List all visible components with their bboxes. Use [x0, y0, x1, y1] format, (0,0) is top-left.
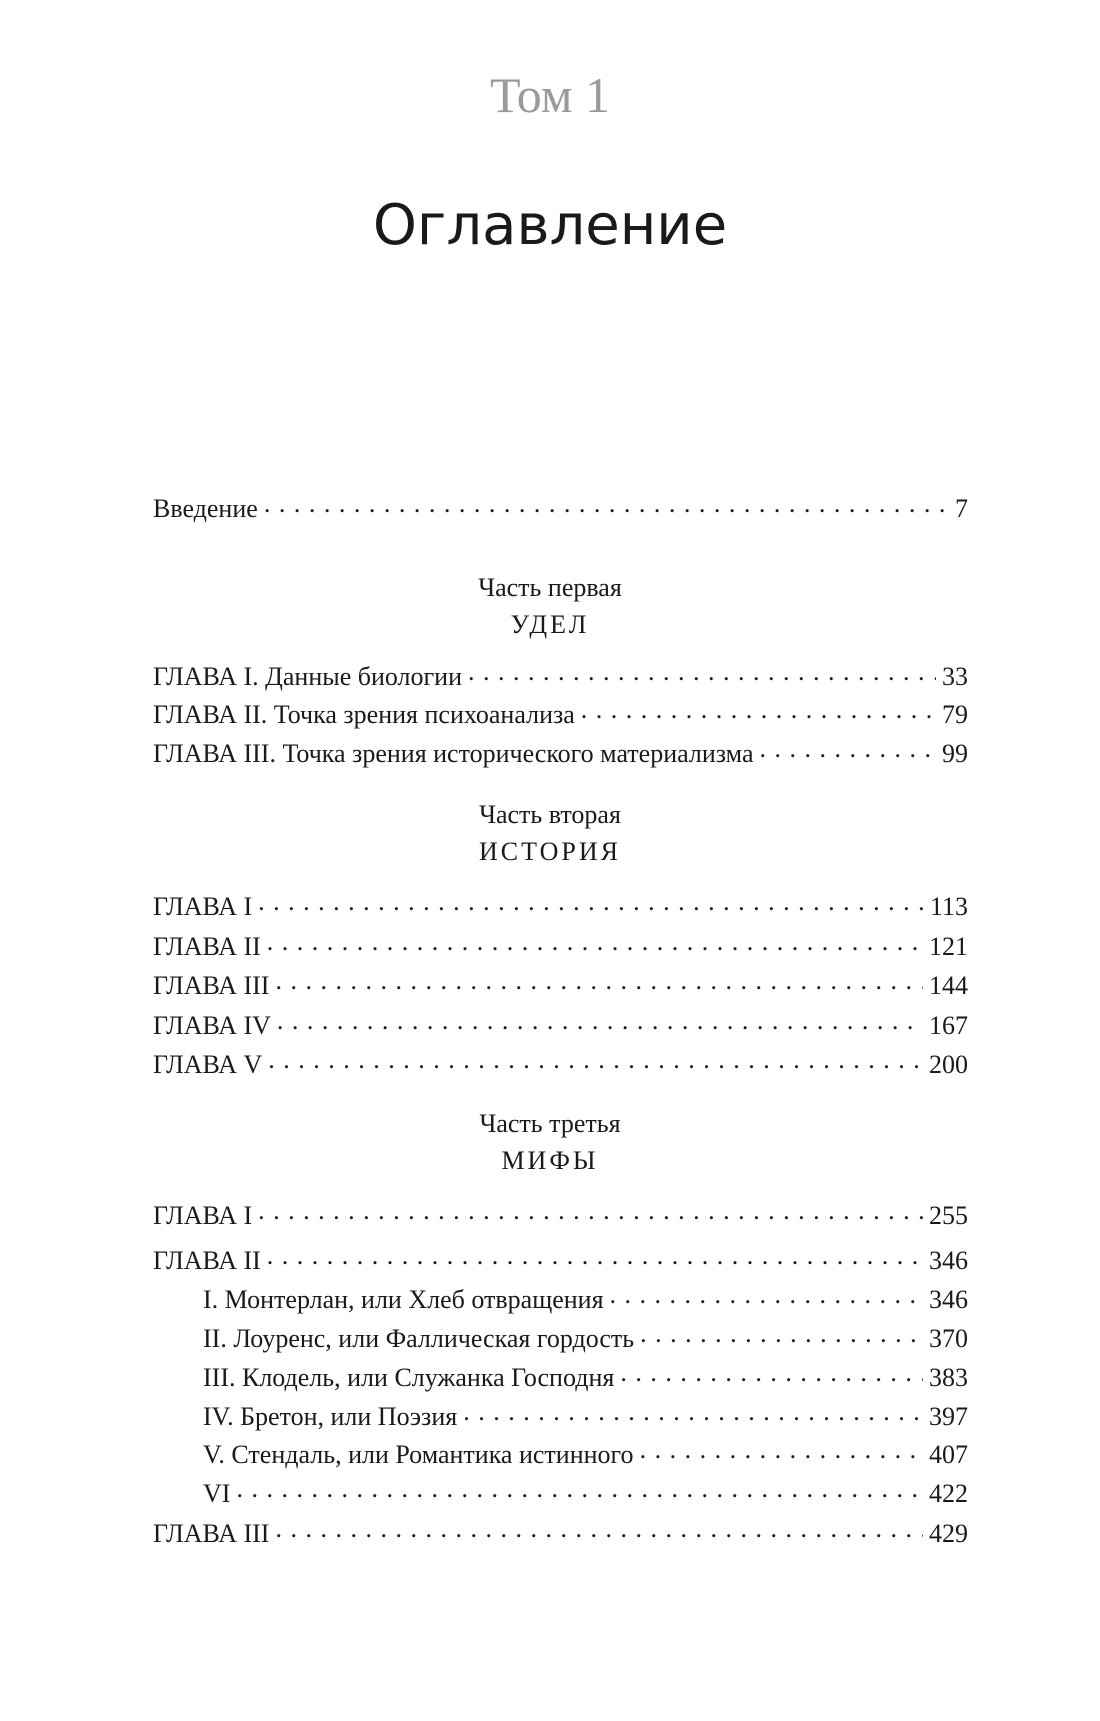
entry-page-number: 407 [929, 1440, 968, 1469]
entry-page-number: 255 [929, 1201, 968, 1230]
entry-page-number: 397 [929, 1402, 968, 1431]
dot-leader [468, 659, 936, 685]
dot-leader [267, 929, 923, 955]
toc-entry[interactable] [153, 736, 968, 767]
entry-label: IV. Бретон, или Поэзия [203, 1402, 458, 1431]
entry-label: ГЛАВА II [153, 1246, 261, 1275]
entry-label: ГЛАВА V [153, 1050, 263, 1079]
entry-label: II. Лоуренс, или Фаллическая гордость [203, 1324, 635, 1353]
entry-label: ГЛАВА IV [153, 1011, 271, 1040]
entry-page-number: 346 [929, 1246, 968, 1275]
entry-page-number: 144 [929, 971, 968, 1000]
dot-leader [463, 1399, 923, 1425]
toc-entry[interactable] [153, 1047, 968, 1078]
entry-label: ГЛАВА I [153, 1201, 253, 1230]
entry-label: ГЛАВА II. Точка зрения психоанализа [153, 700, 575, 729]
entry-page-number: 383 [929, 1363, 968, 1392]
toc-entry[interactable] [153, 1243, 968, 1274]
entry-label: ГЛАВА I [153, 892, 253, 921]
entry-page-number: 7 [955, 494, 968, 523]
part-name: МИФЫ [501, 1146, 599, 1175]
toc-entry-introduction[interactable] [153, 491, 968, 522]
dot-leader [760, 736, 936, 762]
dot-leader [277, 1008, 923, 1034]
toc-entry[interactable] [153, 659, 968, 690]
dot-leader [268, 1047, 923, 1073]
part-name: ИСТОРИЯ [478, 837, 621, 866]
toc-subentry[interactable] [203, 1360, 968, 1391]
entry-label: Введение [153, 494, 258, 523]
toc-subentry[interactable] [203, 1476, 968, 1507]
entry-page-number: 429 [929, 1519, 968, 1548]
dot-leader [620, 1360, 923, 1386]
dot-leader [640, 1437, 923, 1463]
entry-label: I. Монтерлан, или Хлеб отвращения [203, 1285, 604, 1314]
entry-label: ГЛАВА III [153, 971, 270, 1000]
entry-label: VI [203, 1479, 231, 1508]
dot-leader [258, 1198, 923, 1224]
part-name: УДЕЛ [510, 610, 590, 639]
toc-entry[interactable] [153, 968, 968, 999]
dot-leader [267, 1243, 923, 1269]
entry-page-number: 422 [929, 1479, 968, 1508]
entry-page-number: 167 [929, 1011, 968, 1040]
toc-entry[interactable] [153, 1198, 968, 1229]
dot-leader [275, 1516, 923, 1542]
toc-entry[interactable] [153, 929, 968, 960]
part-label: Часть вторая [479, 800, 621, 829]
toc-subentry[interactable] [203, 1321, 968, 1352]
entry-label: ГЛАВА III [153, 1519, 270, 1548]
dot-leader [610, 1282, 923, 1308]
entry-label: ГЛАВА III. Точка зрения исторического материализма [153, 739, 754, 768]
toc-entry[interactable] [153, 697, 968, 728]
toc-subentry[interactable] [203, 1282, 968, 1313]
toc-entry[interactable] [153, 1008, 968, 1039]
entry-page-number: 33 [942, 662, 968, 691]
entry-page-number: 346 [929, 1285, 968, 1314]
entry-label: ГЛАВА I. Данные биологии [153, 662, 463, 691]
dot-leader [640, 1321, 923, 1347]
page-title: Оглавление [372, 193, 728, 258]
entry-page-number: 370 [929, 1324, 968, 1353]
dot-leader [581, 697, 936, 723]
entry-page-number: 113 [929, 892, 968, 921]
entry-page-number: 121 [929, 932, 968, 961]
toc-entry[interactable] [153, 1516, 968, 1547]
dot-leader [264, 491, 949, 517]
dot-leader [275, 968, 923, 994]
entry-label: V. Стендаль, или Романтика истинного [203, 1440, 634, 1469]
entry-label: III. Клодель, или Служанка Господня [203, 1363, 615, 1392]
toc-subentry[interactable] [203, 1399, 968, 1430]
toc-entry[interactable] [153, 889, 968, 920]
volume-number: Том 1 [490, 67, 610, 123]
part-label: Часть первая [478, 573, 622, 602]
entry-page-number: 200 [929, 1050, 968, 1079]
part-label: Часть третья [479, 1109, 621, 1138]
dot-leader [258, 889, 924, 915]
dot-leader [236, 1476, 923, 1502]
entry-page-number: 79 [942, 700, 968, 729]
entry-label: ГЛАВА II [153, 932, 261, 961]
toc-subentry[interactable] [203, 1437, 968, 1468]
entry-page-number: 99 [942, 739, 968, 768]
